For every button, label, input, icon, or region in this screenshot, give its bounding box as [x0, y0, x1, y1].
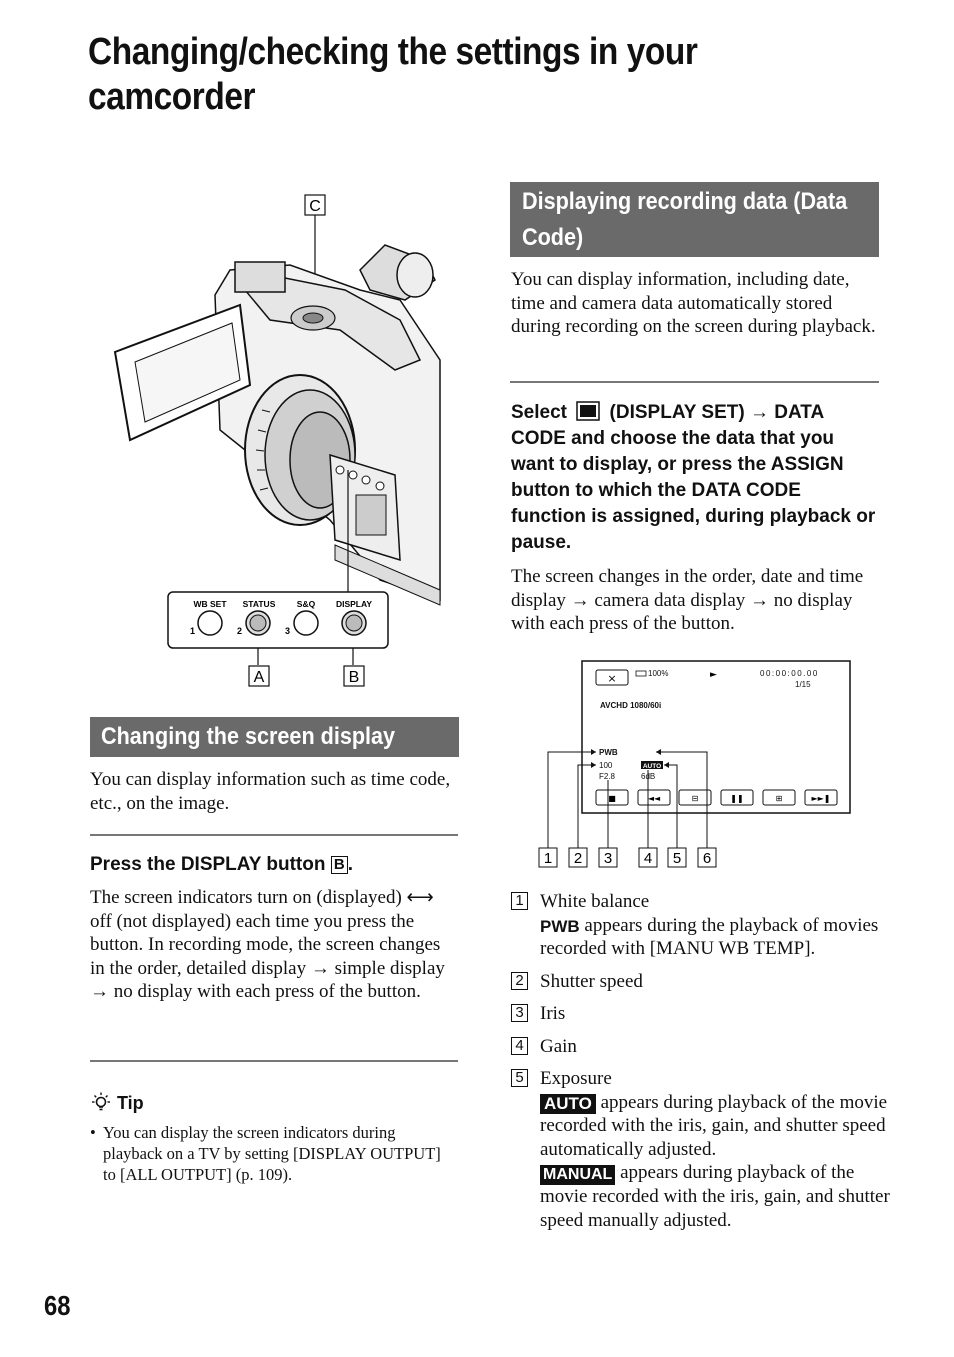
svg-text:00:00:00.00: 00:00:00.00	[760, 669, 819, 678]
svg-text:⊟: ⊟	[691, 794, 699, 803]
button-label-display: DISPLAY	[335, 599, 373, 609]
button-label-wbset: WB SET	[193, 599, 227, 609]
lightbulb-icon	[90, 1092, 112, 1114]
svg-text:4: 4	[643, 850, 653, 867]
button-b-label: B	[331, 856, 348, 874]
data-code-legend	[511, 890, 891, 1241]
svg-text:100%: 100%	[648, 669, 669, 678]
svg-text:⊞: ⊞	[775, 794, 783, 803]
legend-item-gain: 4 Gain	[511, 1035, 891, 1059]
auto-indicator: AUTO	[540, 1094, 596, 1114]
data-code-body: The screen changes in the order, date and time display → camera data display → no display with each press of the button.	[511, 566, 864, 634]
svg-text:2: 2	[237, 626, 243, 636]
page-title: Changing/checking the settings in your camcorder	[88, 31, 698, 118]
svg-text:6: 6	[702, 850, 712, 867]
svg-text:3: 3	[603, 850, 613, 867]
screen-display-body: The screen indicators turn on (displayed) ⟷ off (not displayed) each time you press the button. In recording mode, the screen changes in the order, detailed display → simple display → no display with each press of the button.	[90, 887, 445, 1002]
svg-text:1/15: 1/15	[795, 680, 811, 689]
manual-indicator: MANUAL	[540, 1165, 615, 1185]
divider	[90, 1060, 458, 1062]
wb-set-button	[198, 611, 222, 635]
divider	[510, 381, 879, 383]
display-set-icon	[576, 401, 600, 421]
svg-text:×: ×	[607, 672, 617, 685]
step-press-display: Press the DISPLAY button B .	[90, 854, 354, 875]
svg-text:◄◄: ◄◄	[647, 794, 661, 803]
svg-text:PWB: PWB	[599, 748, 618, 757]
svg-text:AVCHD 1080/60i: AVCHD 1080/60i	[600, 701, 662, 710]
svg-text:❚❚: ❚❚	[730, 794, 744, 803]
legend-item-white-balance: 1 White balance PWB appears during the playback of movies recorded with [MANU WB TEMP].	[511, 890, 891, 961]
svg-text:►: ►	[710, 670, 717, 680]
tip-heading: Tip	[90, 1092, 144, 1114]
svg-text:5: 5	[672, 850, 682, 867]
screen-display-intro: You can display information such as time code, etc., on the image.	[90, 769, 451, 814]
svg-text:1: 1	[543, 850, 553, 867]
svg-text:►►❚: ►►❚	[811, 794, 831, 803]
data-code-screen-illustration	[530, 655, 860, 875]
callout-a: A	[253, 669, 265, 686]
data-code-intro: You can display information, including date, time and camera data automatically stored during recording on the screen during playback.	[511, 269, 876, 337]
svg-text:6dB: 6dB	[641, 772, 656, 781]
callout-b: B	[348, 669, 360, 686]
legend-item-iris: 3 Iris	[511, 1002, 891, 1026]
svg-text:2: 2	[573, 850, 583, 867]
legend-item-shutter-speed: 2 Shutter speed	[511, 970, 891, 994]
svg-text:100: 100	[599, 761, 613, 770]
legend-item-exposure: 5 Exposure AUTO appears during playback of the movie recorded with the iris, gain, and shutter speed automatically adjusted. MANUAL appears during playback of the movie recorded with the iris, gain, and shutter speed manually adjusted.	[511, 1067, 891, 1232]
page-number: 68	[44, 1290, 71, 1321]
svg-text:3: 3	[285, 626, 291, 636]
button-label-sq: S&Q	[296, 599, 316, 609]
tip-item: • You can display the screen indicators during playback on a TV by setting [DISPLAY OUTPUT] to [ALL OUTPUT] (p. 109).	[90, 1123, 441, 1184]
section-heading-data-code: Displaying recording data (Data Code)	[510, 182, 879, 257]
button-label-status: STATUS	[242, 599, 276, 609]
svg-text:■: ■	[608, 794, 616, 803]
pwb-indicator: PWB	[540, 916, 580, 936]
camcorder-illustration	[105, 190, 455, 690]
divider	[90, 834, 458, 836]
svg-text:F2.8: F2.8	[599, 772, 616, 781]
svg-text:AUTO: AUTO	[642, 763, 662, 770]
sq-button	[294, 611, 318, 635]
callout-c: C	[309, 198, 321, 215]
step-select-data-code: Select (DISPLAY SET) → DATA CODE and choose the data that you want to display, or press the ASSIGN button to which the DATA CODE function is assigned, during playback or pause.	[511, 402, 876, 553]
svg-text:1: 1	[190, 626, 196, 636]
section-heading-screen-display: Changing the screen display	[90, 717, 459, 757]
